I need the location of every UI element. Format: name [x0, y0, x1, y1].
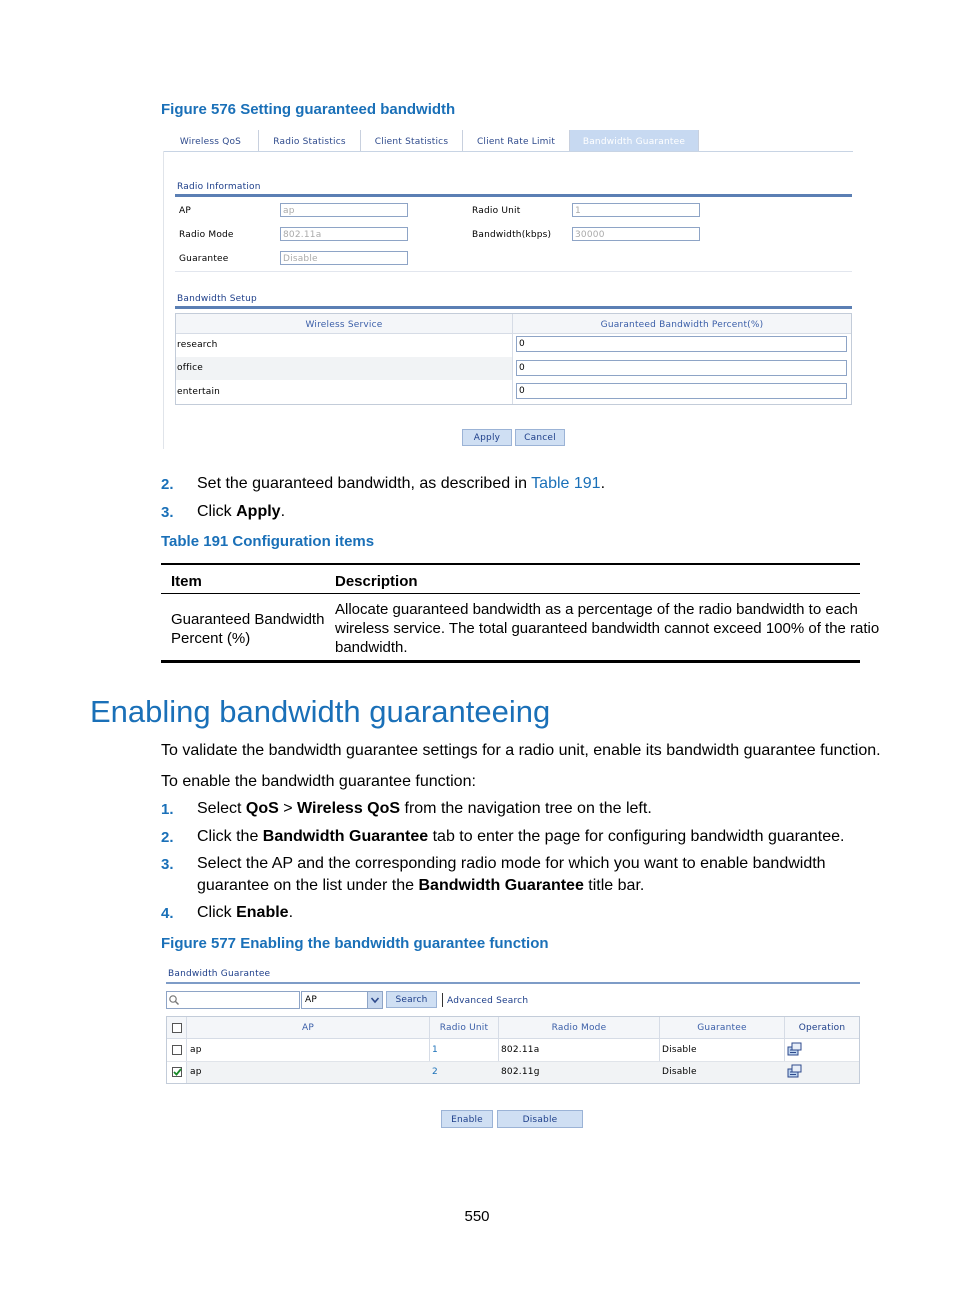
step-number: 4.: [161, 905, 174, 922]
tab-radio-statistics[interactable]: Radio Statistics: [259, 130, 361, 151]
table-header-item: Item: [171, 573, 202, 590]
bandwidth-guarantee-title: Bandwidth Guarantee: [168, 969, 271, 979]
cell-ap: ap: [190, 1045, 202, 1055]
panel-left-border: [163, 151, 164, 449]
radio-information-title: Radio Information: [177, 182, 261, 192]
radio-information-divider: [175, 271, 852, 272]
row-checkbox-checked[interactable]: [172, 1067, 182, 1077]
radio-mode-label: Radio Mode: [179, 230, 234, 240]
step-number: 3.: [161, 856, 174, 873]
ap-label: AP: [179, 206, 191, 216]
chevron-down-icon[interactable]: [367, 992, 382, 1008]
search-button[interactable]: Search: [386, 991, 437, 1008]
field-select[interactable]: [301, 991, 383, 1009]
paragraph-2: To enable the bandwidth guarantee function:: [161, 773, 476, 790]
step-number: 2.: [161, 829, 174, 846]
tab-bar: [163, 130, 853, 152]
tab-wireless-qos[interactable]: Wireless QoS: [163, 130, 259, 151]
radio-unit-field: 1: [572, 203, 700, 217]
cell-radio-mode: 802.11g: [501, 1067, 540, 1077]
table-191-caption: Table 191 Configuration items: [161, 533, 375, 550]
guarantee-label: Guarantee: [179, 254, 229, 264]
percent-input-research[interactable]: 0: [516, 336, 847, 352]
cell-radio-unit[interactable]: 1: [432, 1045, 438, 1055]
step-2-text: Set the guaranteed bandwidth, as described in Table 191.: [197, 475, 606, 492]
page-number: 550: [464, 1208, 490, 1225]
search-icon: [168, 994, 180, 1006]
percent-input-office[interactable]: 0: [516, 360, 847, 376]
header-guarantee: Guarantee: [697, 1023, 747, 1033]
table-desc-line3: bandwidth.: [335, 639, 408, 656]
guarantee-field: Disable: [280, 251, 408, 265]
row-band: [176, 357, 512, 380]
select-all-checkbox[interactable]: [172, 1023, 182, 1033]
header-ap: AP: [302, 1023, 314, 1033]
cell-radio-unit[interactable]: 2: [432, 1067, 438, 1077]
step-3b-line1: Select the AP and the corresponding radio mode for which you want to enable bandwidth: [197, 855, 826, 872]
service-name: office: [177, 363, 204, 373]
tab-client-statistics[interactable]: Client Statistics: [361, 130, 463, 151]
header-wireless-service: Wireless Service: [305, 320, 383, 330]
tab-bandwidth-guarantee[interactable]: Bandwidth Guarantee: [570, 130, 699, 151]
header-radio-unit: Radio Unit: [439, 1023, 489, 1033]
tab-client-rate-limit[interactable]: Client Rate Limit: [463, 130, 570, 151]
bandwidth-guarantee-rule: [166, 982, 860, 984]
advanced-search-link[interactable]: Advanced Search: [447, 996, 529, 1006]
table-191-link[interactable]: Table 191: [531, 475, 601, 492]
paragraph-1: To validate the bandwidth guarantee settings for a radio unit, enable its bandwidth guarantee function.: [161, 742, 881, 759]
service-name: entertain: [177, 387, 221, 397]
table-bottom-rule: [161, 660, 860, 663]
section-heading: Enabling bandwidth guaranteeing: [90, 694, 551, 729]
table-header-rule: [161, 593, 860, 594]
table-desc-line1: Allocate guaranteed bandwidth as a percentage of the radio bandwidth to each: [335, 601, 858, 618]
radio-information-rule: [175, 194, 852, 197]
step-number: 2.: [161, 476, 174, 493]
radio-unit-label: Radio Unit: [472, 206, 521, 216]
divider: [442, 993, 443, 1007]
cell-guarantee: Disable: [662, 1067, 697, 1077]
checkmark-icon: [172, 1067, 182, 1077]
step-2b-text: Click the Bandwidth Guarantee tab to enter the page for configuring bandwidth guarantee.: [197, 828, 845, 845]
cancel-button[interactable]: Cancel: [515, 429, 565, 446]
table-item-line1: Guaranteed Bandwidth: [171, 611, 325, 628]
bandwidth-setup-title: Bandwidth Setup: [177, 294, 257, 304]
step-number: 1.: [161, 801, 174, 818]
column-divider: [512, 314, 513, 404]
bandwidth-label: Bandwidth(kbps): [472, 230, 552, 240]
configure-icon[interactable]: [787, 1064, 803, 1078]
step-1-text: Select QoS > Wireless QoS from the navigation tree on the left.: [197, 800, 652, 817]
bandwidth-field: 30000: [572, 227, 700, 241]
cell-radio-mode: 802.11a: [501, 1045, 540, 1055]
enable-button[interactable]: Enable: [441, 1110, 493, 1128]
ap-field: ap: [280, 203, 408, 217]
table-desc-line2: wireless service. The total guaranteed bandwidth cannot exceed 100% of the ratio: [335, 620, 880, 637]
step-4-text: Click Enable.: [197, 904, 294, 921]
search-input[interactable]: [166, 991, 300, 1009]
row-checkbox[interactable]: [172, 1045, 182, 1055]
table-header-description: Description: [335, 573, 418, 590]
field-select-value: AP: [305, 995, 317, 1005]
step-3-text: Click Apply.: [197, 503, 286, 520]
step-number: 3.: [161, 504, 174, 521]
figure-576-caption: Figure 576 Setting guaranteed bandwidth: [161, 101, 456, 118]
header-operation: Operation: [798, 1023, 846, 1033]
configure-icon[interactable]: [787, 1042, 803, 1056]
cell-ap: ap: [190, 1067, 202, 1077]
table-item-line2: Percent (%): [171, 630, 251, 647]
percent-input-entertain[interactable]: 0: [516, 383, 847, 399]
radio-mode-field: 802.11a: [280, 227, 408, 241]
cell-guarantee: Disable: [662, 1045, 697, 1055]
header-guaranteed-percent: Guaranteed Bandwidth Percent(%): [600, 320, 764, 330]
service-name: research: [177, 340, 218, 350]
bandwidth-setup-rule: [175, 306, 852, 309]
step-3b-line2: guarantee on the list under the Bandwidth Guarantee title bar.: [197, 877, 645, 894]
apply-button[interactable]: Apply: [462, 429, 512, 446]
table-top-rule: [161, 563, 860, 565]
disable-button[interactable]: Disable: [497, 1110, 583, 1128]
header-radio-mode: Radio Mode: [551, 1023, 607, 1033]
figure-577-caption: Figure 577 Enabling the bandwidth guarantee function: [161, 935, 549, 952]
